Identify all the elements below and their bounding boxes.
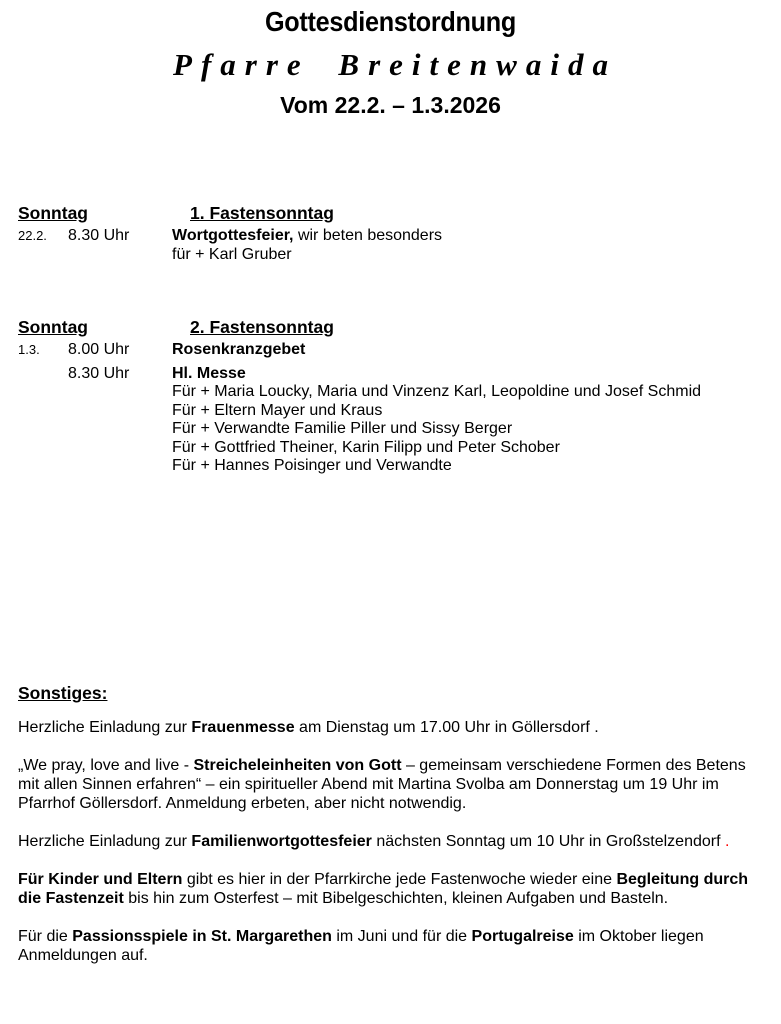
text-run: Herzliche Einladung zur [18,833,192,850]
section-heading [18,317,765,338]
text-run: Frauenmesse [191,719,295,736]
text-line [172,341,765,360]
text-run: im Juni und für die [331,928,472,945]
service-date: 1.3. [18,342,40,357]
day-label: Sonntag [18,317,88,337]
text-line [172,383,765,402]
service-description [172,227,765,264]
text-run: – gemeinsam verschiedene Formen des Betens mit allen Sinnen erfahren“ – ein spiritueller Abend mit Martina Svolba am Donnerstag um 19 Uhr im Pfarrhof Göllersdorf. Anmeldung erbeten, aber nicht notwendig. [18,757,746,812]
text-run: Für + Eltern Mayer und Kraus [172,401,383,419]
misc-paragraph-streicheleinheiten [18,756,765,813]
service-date: 22.2. [18,228,47,243]
text-run: Passionsspiele in St. Margarethen [72,928,332,945]
service-description [172,365,765,476]
text-run: Streicheleinheiten von Gott [193,757,402,774]
text-line [172,365,765,384]
misc-heading: Sonstiges: [18,683,108,703]
text-run: für + Karl Gruber [172,245,292,263]
text-run: im Oktober liegen Anmeldungen auf. [18,928,704,964]
text-run: Rosenkranzgebet [172,341,306,358]
date-range: Vom 22.2. – 1.3.2026 [280,92,501,118]
page-title-text: Gottesdienstordnung [264,6,517,37]
service-description [172,341,765,360]
text-line [172,420,765,439]
text-run: wir beten besonders [293,227,443,244]
misc-section [18,683,765,984]
text-run: am Dienstag um 17.00 Uhr in Göllersdorf . [294,719,599,736]
text-run: Wortgottesfeier, [172,227,294,244]
section-heading [18,203,765,224]
misc-paragraph-familienwortgottesfeier [18,832,765,851]
text-run: Herzliche Einladung zur [18,719,192,736]
misc-paragraph-passionsspiele [18,927,765,965]
text-run: . [724,833,730,850]
text-run: Begleitung durch die Fastenzeit [18,871,749,907]
text-run: Für + Gottfried Theiner, Karin Filipp und Peter Schober [172,438,560,456]
service-row [18,365,765,476]
text-run: bis hin zum Osterfest – mit Bibelgeschichten, kleinen Aufgaben und Basteln. [123,890,669,907]
text-line [172,227,765,246]
service-time: 8.30 Uhr [68,364,130,382]
text-run: Portugalreise [471,928,574,945]
text-run: Für die [18,928,73,945]
text-line [172,402,765,421]
text-run: Familienwortgottesfeier [191,833,372,850]
schedule-section-second-fastensonntag [18,317,765,476]
misc-paragraph-kinder-eltern [18,870,765,908]
text-line [172,439,765,458]
text-run: gibt es hier in der Pfarrkirche jede Fastenwoche wieder eine [182,871,617,888]
text-line [172,457,765,476]
service-time: 8.00 Uhr [68,341,130,358]
text-run: Für + Hannes Poisinger und Verwandte [172,457,452,474]
text-line [172,246,765,265]
sunday-title: 1. Fastensonntag [190,203,334,223]
day-label: Sonntag [18,203,88,223]
service-row [18,341,765,360]
parish-name: Pfarre Breitenwaida [173,47,617,82]
text-run: Für + Verwandte Familie Piller und Sissy Berger [172,420,513,437]
text-run: Für Kinder und Eltern [18,871,183,888]
sunday-title: 2. Fastensonntag [190,317,334,337]
page-title [0,6,781,38]
text-run: „We pray, love and live - [18,757,194,774]
text-run: Hl. Messe [172,364,246,382]
text-run: nächsten Sonntag um 10 Uhr in Großstelzendorf [371,833,725,850]
schedule-section-first-fastensonntag [18,203,765,264]
misc-paragraph-frauenmesse [18,718,765,737]
text-run: Für + Maria Loucky, Maria und Vinzenz Karl, Leopoldine und Josef Schmid [172,383,702,400]
service-row [18,227,765,264]
service-time: 8.30 Uhr [68,227,130,244]
